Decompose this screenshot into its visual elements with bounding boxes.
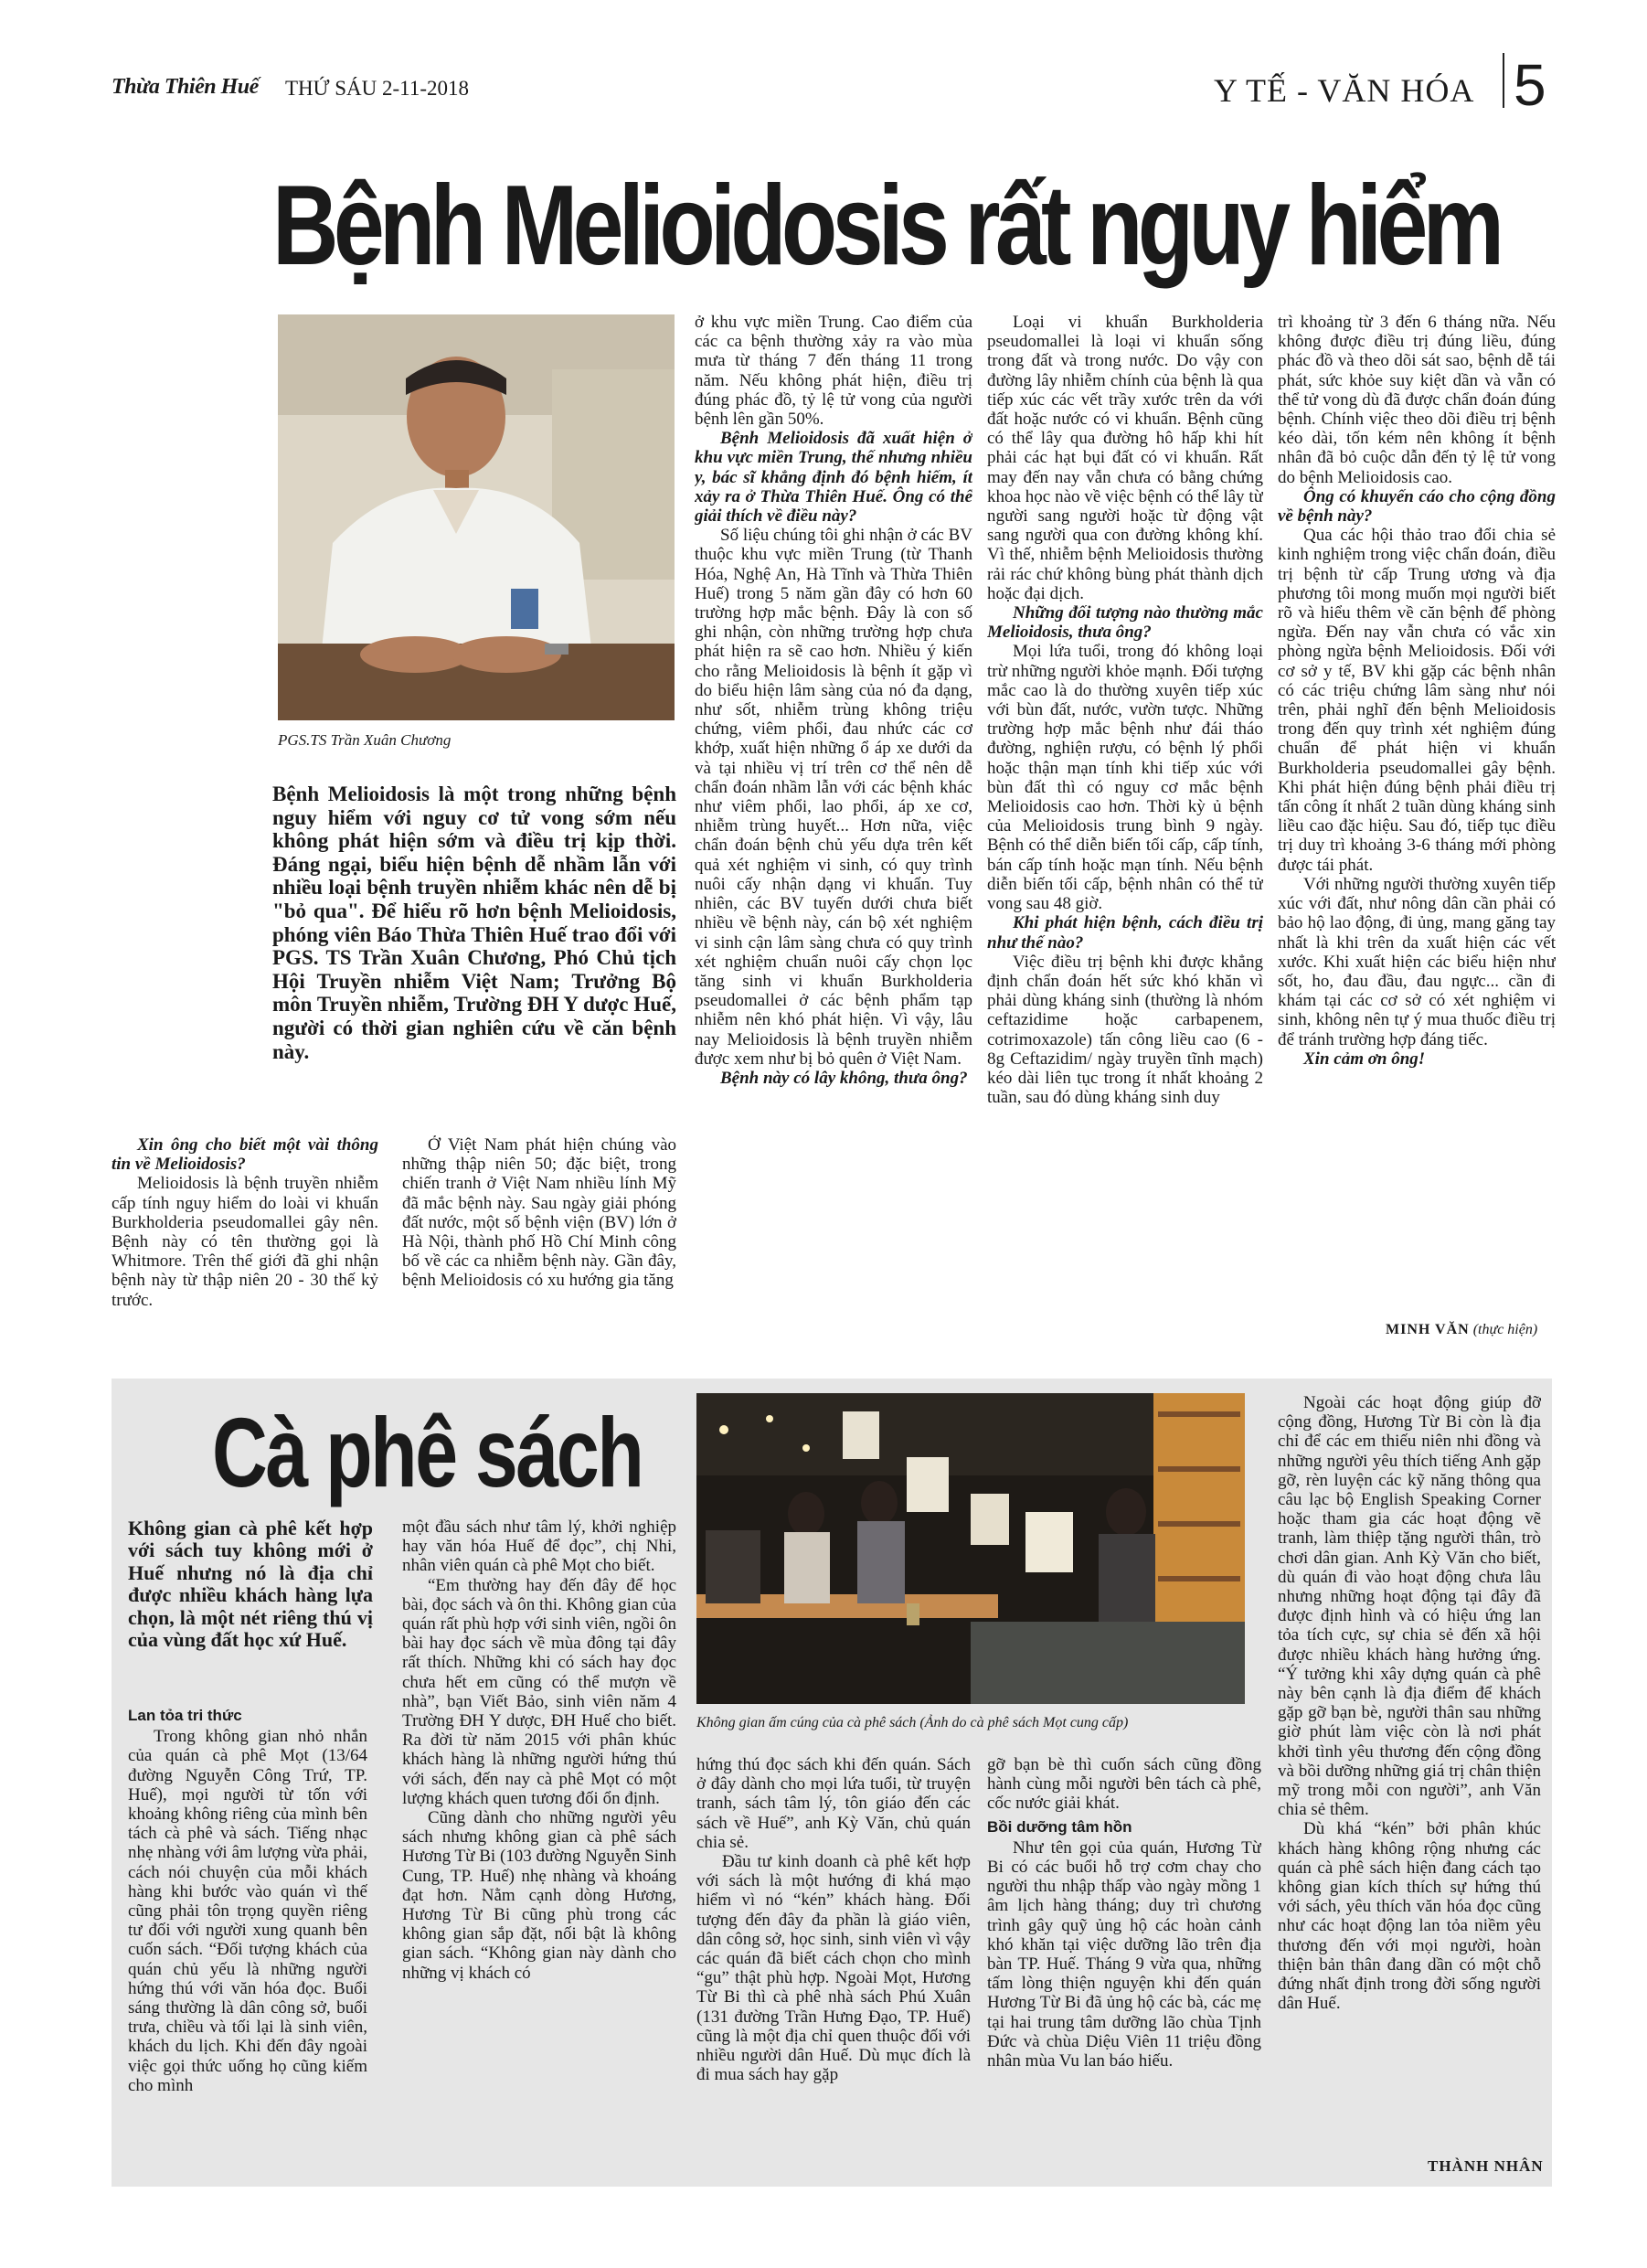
article2-column-4: [987, 1755, 1261, 2157]
paragraph: Qua các hội thảo trao đổi chia sẻ kinh nghiệm trong việc chẩn đoán, điều trị bệnh từ cấp Trung ương và địa phương tôi mong muốn mọi người biết rõ và hiểu thêm về căn bệnh để phòng ngừa. Đến nay vẫn chưa có vắc xin phòng ngừa bệnh Melioidosis. Đối với cơ sở y tế, BV khi gặp các bệnh nhân có các triệu chứng lâm sàng như nói trên, phải nghĩ đến bệnh Melioidosis trong đến quy trình xét nghiệm đúng chuẩn để phát hiện vi khuẩn Burkholderia pseudomallei gây bệnh. Khi phát hiện đúng bệnh phải điều trị tấn công ít nhất 2 tuần dùng kháng sinh liều cao đặc hiệu. Sau đó, tiếp tục điều trị duy trì khoảng 3-6 tháng mới phòng được tái phát.: [1278, 526, 1556, 875]
article2-column-3: [696, 1755, 971, 2157]
article2-column-2: [402, 1517, 676, 2159]
paragraph: Mọi lứa tuổi, trong đó không loại trừ những người khỏe mạnh. Đối tượng mắc cao là do thường xuyên tiếp xúc với bùn đất, nước, vườn tược. Những trường hợp mắc bệnh như đái tháo đường, nghiện rượu, có bệnh lý phổi hoặc thận mạn tính khi tiếp xúc với bùn đất thì có nguy cơ mắc bệnh Melioidosis cao hơn. Thời kỳ ủ bệnh của Melioidosis trung bình 9 ngày. Bệnh có thể diễn biến tối cấp, cấp tính, bán cấp tính hoặc mạn tính. Nếu bệnh diễn biến tối cấp, bệnh nhân có thể tử vong sau 48 giờ.: [987, 642, 1263, 914]
paragraph: Với những người thường xuyên tiếp xúc với đất, như nông dân cần phải có bảo hộ lao động, đi ủng, mang găng tay nhất là khi trên da xuất hiện các vết xước. Khi xuất hiện các biểu hiện như sốt, ho, đau đầu, đau ngực... cần đi khám tại các cơ sở có xét nghiệm vi sinh, không nên tự ý mua thuốc điều trị để tránh trường hợp đáng tiếc.: [1278, 874, 1556, 1049]
interview-question: Bệnh Melioidosis đã xuất hiện ở khu vực miền Trung, thế nhưng nhiều y, bác sĩ khẳng định đó bệnh hiếm, ít xảy ra ở Thừa Thiên Huế. Ông có thể giải thích về điều này?: [695, 429, 972, 527]
paragraph: ở khu vực miền Trung. Cao điểm của các ca bệnh thường xảy ra vào mùa mưa từ tháng 7 đến tháng 11 trong năm. Nếu không phát hiện, điều trị đúng phác đồ, tỷ lệ tử vong của người bệnh lên gần 50%.: [695, 313, 972, 430]
header-divider: [1503, 53, 1504, 108]
paragraph: Ở Việt Nam phát hiện chúng vào những thập niên 50; đặc biệt, trong chiến tranh ở Việt Nam nhiều lính Mỹ đã mắc bệnh này. Sau ngày giải phóng đất nước, một số bệnh viện (BV) lớn ở Hà Nội, thành phố Hồ Chí Minh công bố về các ca nhiễm bệnh này. Gần đây, bệnh Melioidosis có xu hướng gia tăng: [402, 1135, 676, 1291]
paragraph: Melioidosis là bệnh truyền nhiễm cấp tính nguy hiểm do loài vi khuẩn Burkholderia pseudomallei gây nên. Bệnh này có tên thường gọi là Whitmore. Trên thế giới đã ghi nhận bệnh này từ thập niên 20 - 30 thế kỷ trước.: [112, 1174, 378, 1310]
article1-column-2: [402, 1135, 676, 1327]
article2-lead: Không gian cà phê kết hợp với sách tuy không mới ở Huế nhưng nó là địa chỉ được nhiều khách hàng lựa chọn, là một nét riêng thú vị của vùng đất học xứ Huế.: [128, 1517, 373, 1652]
article1-author: MINH VĂN: [1386, 1322, 1470, 1337]
cafe-photo-illustration: [696, 1393, 1245, 1704]
portrait-caption: PGS.TS Trần Xuân Chương: [278, 731, 452, 749]
article1-column-5: [1278, 313, 1556, 1315]
portrait-photo: [278, 314, 675, 720]
article2-column-1-body: [128, 1727, 367, 2095]
article1-byline: [1386, 1322, 1537, 1338]
paragraph: Ngoài các hoạt động giúp đỡ cộng đồng, Hương Từ Bi còn là địa chỉ để các em thiếu niên nhi đồng và những người yêu thích tiếng Anh gặp gỡ, rèn luyện các kỹ năng thông qua câu lạc bộ English Speaking Corner hoặc tham gia các hoạt động vẽ tranh, làm thiệp tặng người thân, trò chơi dân gian. Anh Kỳ Văn cho biết, dù quán đi vào hoạt động chưa lâu nhưng những hoạt động tại đây đã được định hình và có hiệu ứng lan tỏa tích cực, sự chia sẻ đến xã hội được nhiều khách hàng hưởng ứng. “Ý tưởng khi xây dựng quán cà phê này bên cạnh là địa điểm để khách gặp gỡ bạn bè, người thân sau những giờ phút làm việc còn là nơi phát khởi tình yêu thương đến cộng đồng và bồi dưỡng những giá trị chân thiện mỹ trong mỗi con người”, anh Văn chia sẻ thêm.: [1278, 1393, 1541, 1820]
paragraph: Trong không gian nhỏ nhắn của quán cà phê Mọt (13/64 đường Nguyễn Công Trứ, TP. Huế), mọi người từ tốn với khoảng không riêng của mình bên tách cà phê và sách. Tiếng nhạc nhẹ nhàng với âm lượng vừa phải, cách nói chuyện của mỗi khách hàng khi bước vào quán vì thế cũng phải tôn trọng quyền riêng tư đối với người xung quanh bên cuốn sách. “Đối tượng khách của quán chủ yếu là những người hứng thú với văn hóa đọc. Buổi sáng thường là dân công sở, buổi trưa, chiều và tối lại là sinh viên, khách du lịch. Khi đến đây ngoài việc gọi thức uống họ cũng kiếm cho mình: [128, 1727, 367, 2095]
article2-author: THÀNH NHÂN: [1428, 2157, 1544, 2175]
article1-title: Bệnh Melioidosis rất nguy hiểm: [272, 163, 1500, 289]
article2-column-5: [1278, 1393, 1541, 2152]
paragraph: Dù khá “kén” bởi phân khúc khách hàng không rộng nhưng các quán cà phê sách hiện đang cách tạo không gian kích thích sự hứng thú với sách, yêu thích văn hóa đọc cũng như các hoạt động lan tỏa niềm yêu thương đến với mọi người, hoàn thiện bản thân đang dần có một chỗ đứng nhất định trong đời sống người dân Huế.: [1278, 1819, 1541, 2014]
article1-column-1: [112, 1135, 378, 1327]
interview-question: Xin cảm ơn ông!: [1303, 1049, 1426, 1069]
subhead-boi-duong: Bồi dưỡng tâm hồn: [987, 1817, 1132, 1836]
paragraph: một đầu sách như tâm lý, khởi nghiệp hay văn hóa Huế để đọc”, chị Nhi, nhân viên quán cà phê Mọt cho biết.: [402, 1517, 676, 1576]
article2-column-1: [128, 1702, 367, 2159]
issue-date: THỨ SÁU 2-11-2018: [285, 77, 469, 100]
paragraph: Số liệu chúng tôi ghi nhận ở các BV thuộc khu vực miền Trung (từ Thanh Hóa, Nghệ An, Hà Tĩnh và Thừa Thiên Huế) trong 5 năm gần đây có hơn 60 trường hợp mắc bệnh. Đây là con số ghi nhận, còn những trường hợp chưa phát hiện ra sẽ cao hơn. Nhiều ý kiến cho rằng Melioidosis là bệnh ít gặp vì do biểu hiện lâm sàng của nó đa dạng, như sốt, nhiễm trùng không triệu chứng, viêm phổi, đau nhức các cơ khớp, xuất hiện những ổ áp xe dưới da và tại nhiều vị trí trên cơ thể nên dễ chẩn đoán nhầm lẫn với các bệnh khác như viêm phổi, lao phổi, áp xe cơ, nhiễm trùng huyết... Hơn nữa, việc chẩn đoán bệnh chủ yếu dựa trên kết quả xét nghiệm vi sinh, có quy trình nuôi cấy nhận dạng vi khuẩn. Tuy nhiên, các BV tuyến dưới chưa biết nhiều về bệnh này, cán bộ xét nghiệm vi sinh cận lâm sàng chưa có quy trình xét nghiệm chuẩn nuôi cấy chọn lọc tăng sinh vi khuẩn Burkholderia pseudomallei ở các bệnh phẩm tạp nhiễm nên khó phát hiện. Vì vậy, lâu nay Melioidosis là bệnh truyền nhiễm được xem như bị bỏ quên ở Việt Nam.: [695, 526, 972, 1069]
article1-lead: Bệnh Melioidosis là một trong những bệnh nguy hiểm với nguy cơ tử vong sớm nếu không phát hiện sớm và điều trị kịp thời. Đáng ngại, biểu hiện bệnh dễ nhầm lẫn với nhiều loại bệnh truyền nhiễm khác nên dễ bị "bỏ qua". Để hiểu rõ hơn bệnh Melioidosis, phóng viên Báo Thừa Thiên Huế trao đổi với PGS. TS Trần Xuân Chương, Phó Chủ tịch Hội Truyền nhiễm Việt Nam; Trưởng Bộ môn Truyền nhiễm, Trường ĐH Y dược Huế, người có thời gian nghiên cứu về căn bệnh này.: [272, 783, 676, 1063]
cafe-photo: [696, 1393, 1245, 1704]
paragraph: gỡ bạn bè thì cuốn sách cũng đồng hành cùng mỗi người bên tách cà phê, cốc nước giải khát.: [987, 1755, 1261, 1814]
article2-column-4-body: [987, 1838, 1261, 2071]
article2-column-4-top: [987, 1755, 1261, 1814]
paragraph: hứng thú đọc sách khi đến quán. Sách ở đây dành cho mọi lứa tuổi, từ truyện tranh, sách tâm lý, tôn giáo đến các sách về Huế”, anh Kỳ Văn, chủ quán chia sẻ.: [696, 1755, 971, 1852]
interview-question: Những đối tượng nào thường mắc Melioidosis, thưa ông?: [987, 603, 1263, 643]
paragraph: Loại vi khuẩn Burkholderia pseudomallei là loại vi khuẩn sống trong đất và trong nước. Do vậy con đường lây nhiễm chính của bệnh là qua tiếp xúc các vết trầy xước trên da với đất hoặc nước có vi khuẩn. Bệnh cũng có thể lây qua đường hô hấp khi hít phải các hạt bụi đất có vi khuẩn. Rất may đến nay vẫn chưa có bằng chứng khoa học nào về việc bệnh có thể lây từ người sang người hoặc từ động vật sang người qua con đường không khí. Vì thế, nhiễm bệnh Melioidosis thường rải rác chứ không bùng phát thành dịch hoặc đại dịch.: [987, 313, 1263, 603]
paragraph: Như tên gọi của quán, Hương Từ Bi có các buổi hỗ trợ cơm chay cho người thu nhập thấp vào ngày mồng 1 âm lịch hàng tháng; duy trì chương trình gây quỹ ủng hộ các hoàn cảnh khó khăn tại việc dưỡng lão trên địa bàn TP. Huế. Tháng 9 vừa qua, những tấm lòng thiện nguyện khi đến quán Hương Từ Bi đã ủng hộ các bà, các mẹ tại hai trung tâm dưỡng lão chùa Tịnh Đức và chùa Diệu Viên 11 triệu đồng nhân mùa Vu lan báo hiếu.: [987, 1837, 1261, 2071]
interview-question: Ông có khuyến cáo cho cộng đồng về bệnh này?: [1278, 486, 1556, 527]
subhead-lan-toa: Lan tỏa tri thức: [128, 1707, 242, 1724]
article1-column-4: [987, 313, 1263, 1344]
paragraph: Đầu tư kinh doanh cà phê kết hợp với sách là một hướng đi khá mạo hiểm vì nó “kén” khách hàng. Đối tượng đến đây đa phần là giáo viên, dân công sở, học sinh, sinh viên vì vậy các quán đã biết cách chọn cho mình “gu” thật phù hợp. Ngoài Mọt, Hương Từ Bi thì cà phê nhà sách Phú Xuân (131 đường Trần Hưng Đạo, TP. Huế) cũng là một địa chỉ quen thuộc đối với nhiều người dân Huế. Dù mục đích là đi mua sách hay gặp: [696, 1852, 971, 2085]
article1-column-3: [695, 313, 972, 1344]
article1-author-note: (thực hiện): [1472, 1322, 1538, 1337]
paragraph: trì khoảng từ 3 đến 6 tháng nữa. Nếu không được điều trị đúng liều, đúng phác đồ và theo dõi sát sao, bệnh dễ tái phát, sức khỏe suy kiệt dần và vẫn có thể tử vong dù đã được chẩn đoán đúng bệnh. Chính việc theo dõi điều trị bệnh kéo dài, tốn kém nên không ít bệnh nhân đã bỏ cuộc dẫn đến tỷ lệ tử vong do bệnh Melioidosis cao.: [1278, 313, 1556, 487]
portrait-photo-illustration: [278, 314, 675, 720]
article2-title: Cà phê sách: [212, 1397, 643, 1507]
paragraph: Việc điều trị bệnh khi được khẳng định chẩn đoán hết sức khó khăn vì phải dùng kháng sinh (thường là nhóm ceftazidime hoặc carbapenem, cotrimoxazole) tấn công liều cao (6 - 8g Ceftazidim/ ngày truyền tĩnh mạch) kéo dài liên tục trong ít nhất khoảng 2 tuần, sau đó dùng kháng sinh duy: [987, 952, 1263, 1108]
interview-question: Bệnh này có lây không, thưa ông?: [720, 1068, 968, 1088]
cafe-photo-caption: Không gian ấm cúng của cà phê sách (Ảnh do cà phê sách Mọt cung cấp): [696, 1715, 1129, 1730]
interview-question: Xin ông cho biết một vài thông tin về Melioidosis?: [112, 1135, 378, 1175]
paragraph: “Em thường hay đến đây để học bài, đọc sách và ôn thi. Không gian của quán rất phù hợp với sinh viên, ngồi ôn bài hay đọc sách về mùa đông tại đây rất thích. Những khi có sách hay đọc chưa hết em cũng có thể mượn về nhà”, bạn Viết Bảo, sinh viên năm 4 Trường ĐH Y dược, ĐH Huế cho biết. Ra đời từ năm 2015 với phân khúc khách hàng là những người hứng thú với sách, đến nay cà phê Mọt có một lượng khách quen tương đối ổn định.: [402, 1575, 676, 1808]
newspaper-name: Thừa Thiên Huế: [112, 75, 259, 99]
paragraph: Cũng dành cho những người yêu sách nhưng không gian cà phê sách Hương Từ Bi (103 đường Nguyễn Sinh Cung, TP. Huế) nhẹ nhàng và khoáng đạt hơn. Nằm cạnh dòng Hương, Hương Từ Bi cũng phù trong các không gian sắp đặt, nối bật là không gian sách. “Không gian này dành cho những vị khách có: [402, 1808, 676, 1983]
interview-question: Khi phát hiện bệnh, cách điều trị như thế nào?: [987, 913, 1263, 953]
page-number: 5: [1514, 52, 1546, 118]
section-name: Y TẾ - VĂN HÓA: [1214, 72, 1475, 109]
